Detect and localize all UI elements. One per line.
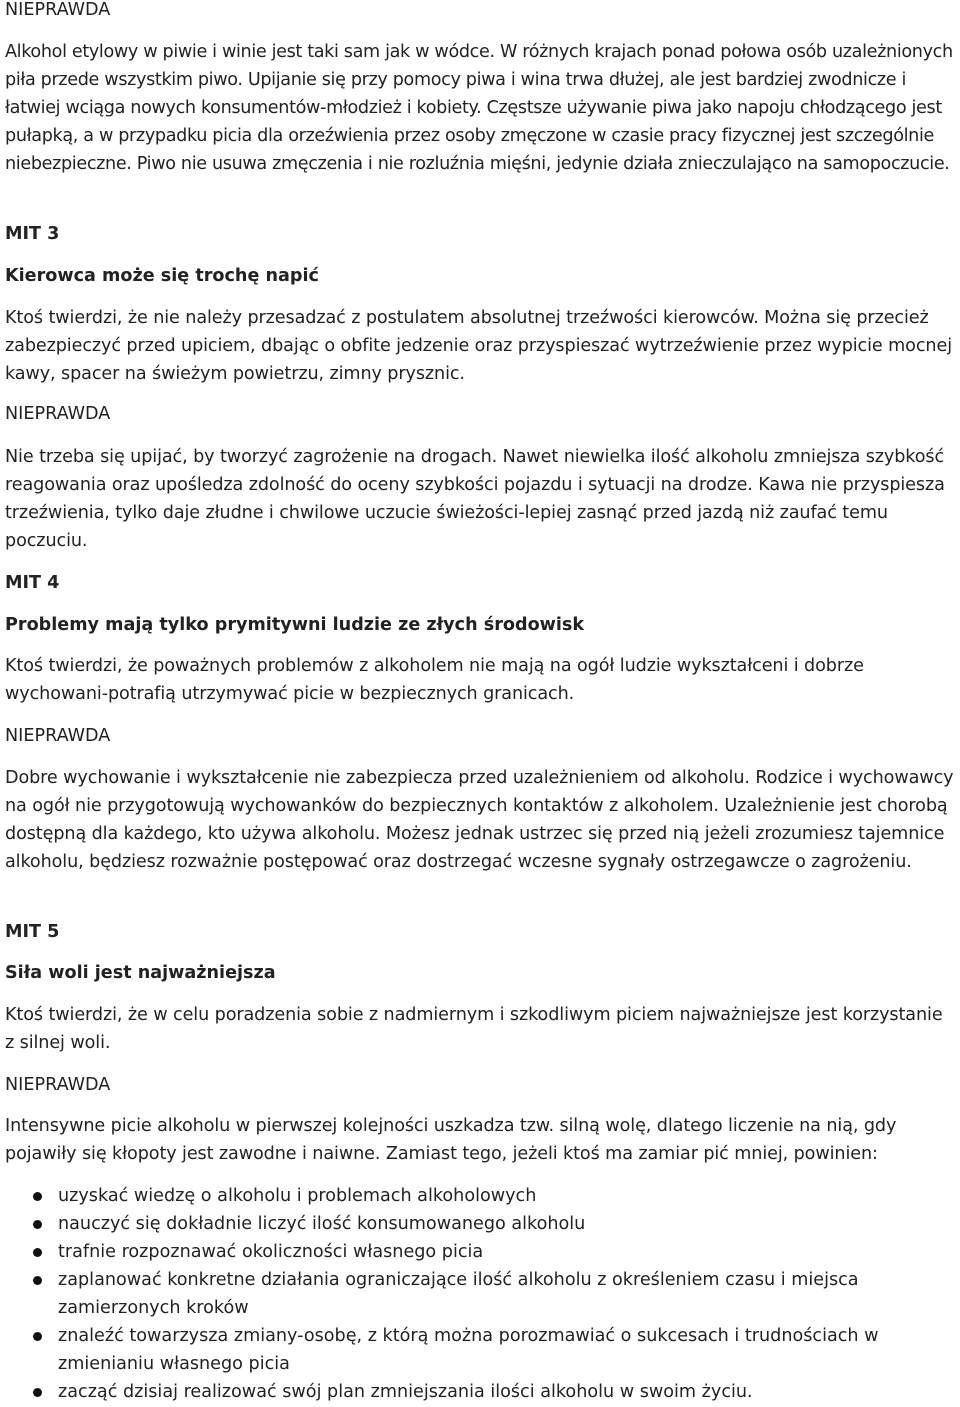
bullet-icon <box>33 1276 42 1285</box>
list-item: trafnie rozpoznawać okoliczności własnego picia <box>5 1238 957 1266</box>
mit-4-verdict: NIEPRAWDA <box>5 726 111 746</box>
bullet-icon <box>33 1192 42 1201</box>
mit-5-title: Siła woli jest najważniejsza <box>5 963 276 983</box>
mit-3-verdict: NIEPRAWDA <box>5 404 111 424</box>
mit-3-label: MIT 3 <box>5 224 60 244</box>
list-item: zacząć dzisiaj realizować swój plan zmniejszania ilości alkoholu w swoim życiu. <box>5 1378 957 1406</box>
mit-4-explanation: Dobre wychowanie i wykształcenie nie zabezpiecza przed uzależnieniem od alkoholu. Rodzice i wychowawcy na ogół nie przygotowują wychowanków do bezpiecznych kontaktów z alkoholem. Uzależnienie jest chorobą dostępną dla każdego, kto używa alkoholu. Możesz jednak ustrzec się przed nią jeżeli zrozumiesz tajemnice alkoholu, będziesz rozważnie postępować oraz dostrzegać wczesne sygnały ostrzegawcze o zagrożeniu. <box>5 768 954 872</box>
paragraph-beer-wine: Alkohol etylowy w piwie i winie jest taki sam jak w wódce. W różnych krajach ponad połowa osób uzależnionych piła przede wszystkim piwo. Upijanie się przy pomocy piwa i wina trwa dłużej, ale jest bardziej zwodnicze i łatwiej wciąga nowych konsumentów-młodzież i kobiety. Częstsze używanie piwa jako napoju chłodzącego jest pułapką, a w przypadku picia dla orzeźwienia przez osoby zmęczone w czasie pracy fizycznej jest szczególnie niebezpieczne. Piwo nie usuwa zmęczenia i nie rozluźnia mięśni, jedynie działa znieczulająco na samopoczucie. <box>5 42 953 174</box>
mit-4-claim: Ktoś twierdzi, że poważnych problemów z alkoholem nie mają na ogół ludzie wykształceni i dobrze wychowani-potrafią utrzymywać picie w bezpiecznych granicach. <box>5 656 864 704</box>
mit-4-title: Problemy mają tylko prymitywni ludzie ze złych środowisk <box>5 615 585 635</box>
verdict-label: NIEPRAWDA <box>5 0 111 20</box>
mit-5-claim: Ktoś twierdzi, że w celu poradzenia sobie z nadmiernym i szkodliwym piciem najważniejsze jest korzystanie z silnej woli. <box>5 1005 943 1053</box>
bullet-icon <box>33 1332 42 1341</box>
mit-5-explanation: Intensywne picie alkoholu w pierwszej kolejności uszkadza tzw. silną wolę, dlatego liczenie na nią, gdy pojawiły się kłopoty jest zawodne i naiwne. Zamiast tego, jeżeli ktoś ma zamiar pić mniej, powinien: <box>5 1116 897 1164</box>
list-item: nauczyć się dokładnie liczyć ilość konsumowanego alkoholu <box>5 1210 957 1238</box>
mit-3-explanation: Nie trzeba się upijać, by tworzyć zagrożenie na drogach. Nawet niewielka ilość alkoholu zmniejsza szybkość reagowania oraz upośledza zdolność do oceny szybkości pojazdu i sytuacji na drodze. Kawa nie przyspiesza trzeźwienia, tylko daje złudne i chwilowe uczucie świeżości-lepiej zasnąć przed jazdą niż zaufać temu poczuciu. <box>5 447 945 551</box>
mit-3-claim: Ktoś twierdzi, że nie należy przesadzać z postulatem absolutnej trzeźwości kierowców. Można się przecież zabezpieczyć przed upiciem, dbając o obfite jedzenie oraz przyspieszać wytrzeźwienie przez wypicie mocnej kawy, spacer na świeżym powietrzu, zimny prysznic. <box>5 308 952 384</box>
bullet-icon <box>33 1248 42 1257</box>
mit-3-title: Kierowca może się trochę napić <box>5 266 319 286</box>
advice-list <box>5 1182 957 1406</box>
bullet-icon <box>33 1388 42 1397</box>
list-item: uzyskać wiedzę o alkoholu i problemach alkoholowych <box>5 1182 957 1210</box>
list-item: zaplanować konkretne działania ograniczające ilość alkoholu z określeniem czasu i miejsca zamierzonych kroków <box>5 1266 957 1322</box>
bullet-icon <box>33 1220 42 1229</box>
mit-5-verdict: NIEPRAWDA <box>5 1075 111 1095</box>
mit-4-label: MIT 4 <box>5 573 60 593</box>
list-item: znaleźć towarzysza zmiany-osobę, z którą można porozmawiać o sukcesach i trudnościach w zmienianiu własnego picia <box>5 1322 957 1378</box>
mit-5-label: MIT 5 <box>5 922 60 942</box>
